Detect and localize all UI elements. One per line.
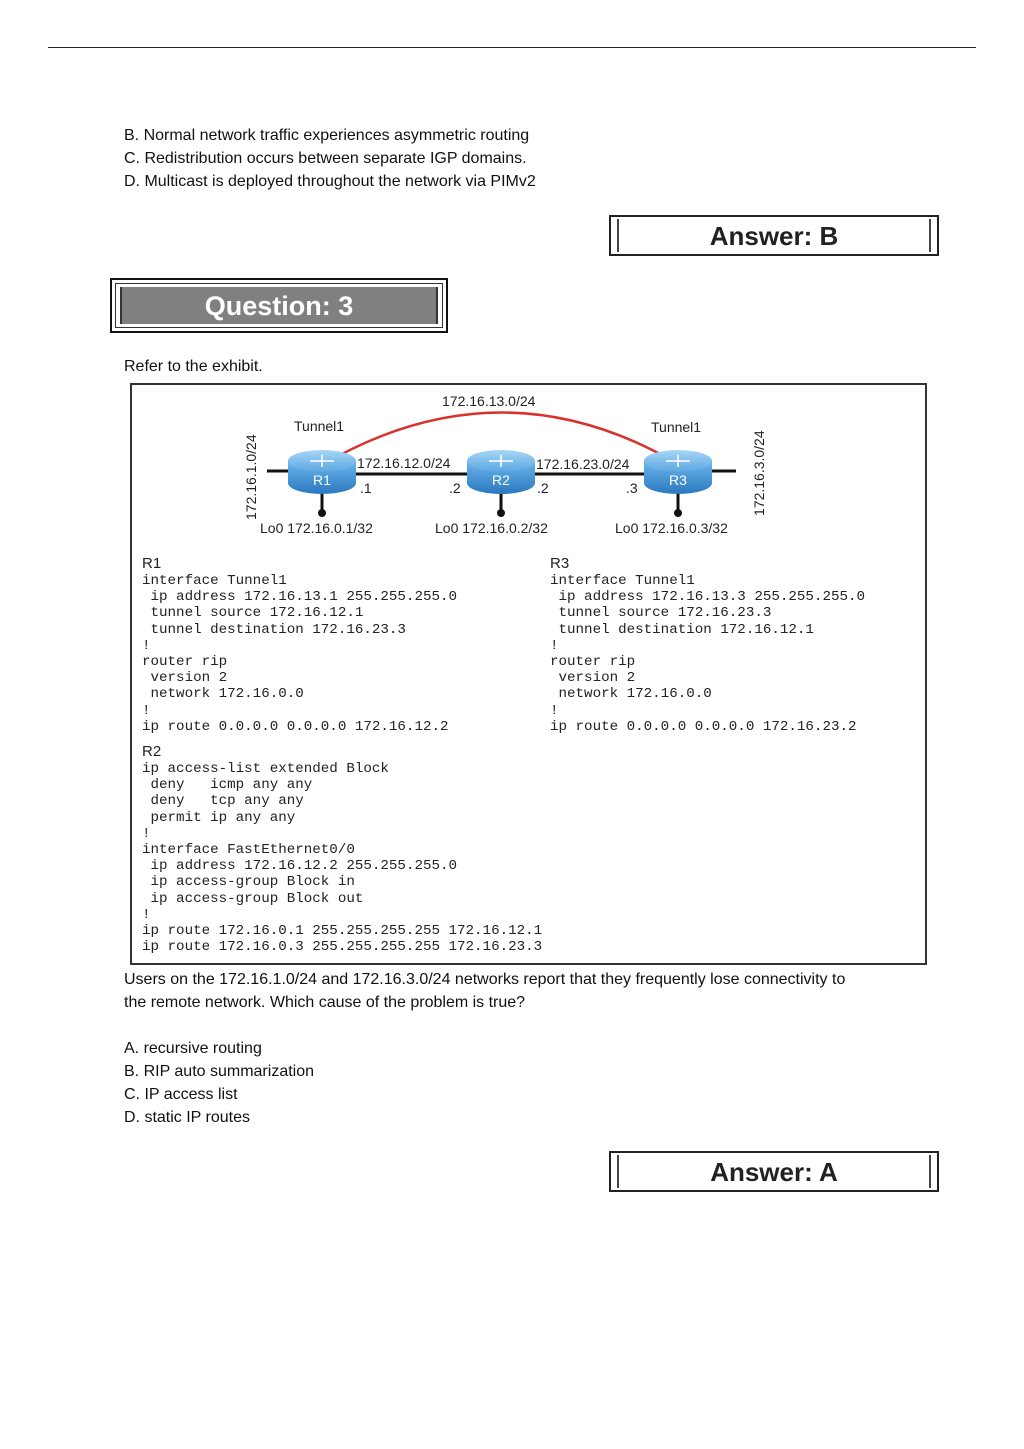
link-r2-r3-label: 172.16.23.0/24	[536, 456, 630, 472]
answer-box	[609, 1151, 939, 1192]
router-r3-label: R3	[669, 472, 687, 488]
question-title: Question: 3	[204, 291, 354, 321]
router-r1-label: R1	[313, 472, 331, 488]
r2-config-title: R2	[142, 743, 162, 760]
lan-right-label: 172.16.3.0/24	[751, 430, 767, 516]
lo-dot-r1	[318, 509, 326, 517]
r1-config-text: interface Tunnel1 ip address 172.16.13.1 255.255.255.0 tunnel source 172.16.12.1 tunnel destination 172.16.23.3 ! router rip version 2 network 172.16.0.0 ! ip route 0.0.0.0 0.0.0.0 172.16.12.2	[142, 573, 458, 735]
question-text-line2: the remote network. Which cause of the problem is true?	[124, 994, 526, 1011]
answer-box-prev	[609, 215, 939, 256]
r3-interface-label: .3	[626, 480, 638, 496]
option-c: C. IP access list	[124, 1086, 238, 1103]
answer-text: Answer: A	[710, 1157, 838, 1187]
lan-left-label: 172.16.1.0/24	[243, 434, 259, 520]
option-b: B. RIP auto summarization	[124, 1063, 315, 1080]
r1-config-block	[142, 555, 457, 735]
lo-dot-r3	[674, 509, 682, 517]
prev-option-d: D. Multicast is deployed throughout the network via PIMv2	[124, 173, 536, 190]
r2-config-text: ip access-list extended Block deny icmp any any deny tcp any any permit ip any any ! interface FastEthernet0/0 ip address 172.16.12.2 255.255.255.0 ip access-group Block in ip access-group Block out ! ip route 172.16.0.1 255.255.255.255 172.16.12.1 ip route 172.16.0.3 255.255.255.255 172.16.23.3	[142, 761, 543, 956]
lo-dot-r2	[497, 509, 505, 517]
r2-interface-left-label: .2	[449, 480, 461, 496]
prev-option-b: B. Normal network traffic experiences asymmetric routing	[124, 127, 530, 144]
r2-config-block	[142, 743, 542, 955]
option-a: A. recursive routing	[124, 1040, 262, 1057]
option-d: D. static IP routes	[124, 1109, 250, 1126]
loopback-r1-label: Lo0 172.16.0.1/32	[260, 520, 373, 536]
exhibit	[130, 383, 927, 965]
intro-text: Refer to the exhibit.	[124, 358, 263, 375]
r3-config-block	[550, 555, 865, 735]
r3-config-text: interface Tunnel1 ip address 172.16.13.3 255.255.255.0 tunnel source 172.16.23.3 tunnel destination 172.16.12.1 ! router rip version 2 network 172.16.0.0 ! ip route 0.0.0.0 0.0.0.0 172.16.23.2	[550, 573, 866, 735]
link-r1-r2-label: 172.16.12.0/24	[357, 455, 451, 471]
tunnel-label-r1: Tunnel1	[294, 418, 345, 434]
r2-interface-right-label: .2	[537, 480, 549, 496]
prev-option-c: C. Redistribution occurs between separate IGP domains.	[124, 150, 527, 167]
tunnel-network-label: 172.16.13.0/24	[442, 393, 536, 409]
header-rule	[48, 47, 976, 48]
router-r2-label: R2	[492, 472, 510, 488]
question-banner	[110, 278, 448, 333]
answer-prev-text: Answer: B	[709, 221, 839, 251]
r1-interface-label: .1	[360, 480, 372, 496]
r1-config-title: R1	[142, 555, 162, 572]
question-text-line1: Users on the 172.16.1.0/24 and 172.16.3.0/24 networks report that they frequently lose connectivity to	[124, 971, 846, 988]
loopback-r2-label: Lo0 172.16.0.2/32	[435, 520, 548, 536]
r3-config-title: R3	[550, 555, 570, 572]
tunnel-label-r3: Tunnel1	[651, 419, 702, 435]
loopback-r3-label: Lo0 172.16.0.3/32	[615, 520, 728, 536]
